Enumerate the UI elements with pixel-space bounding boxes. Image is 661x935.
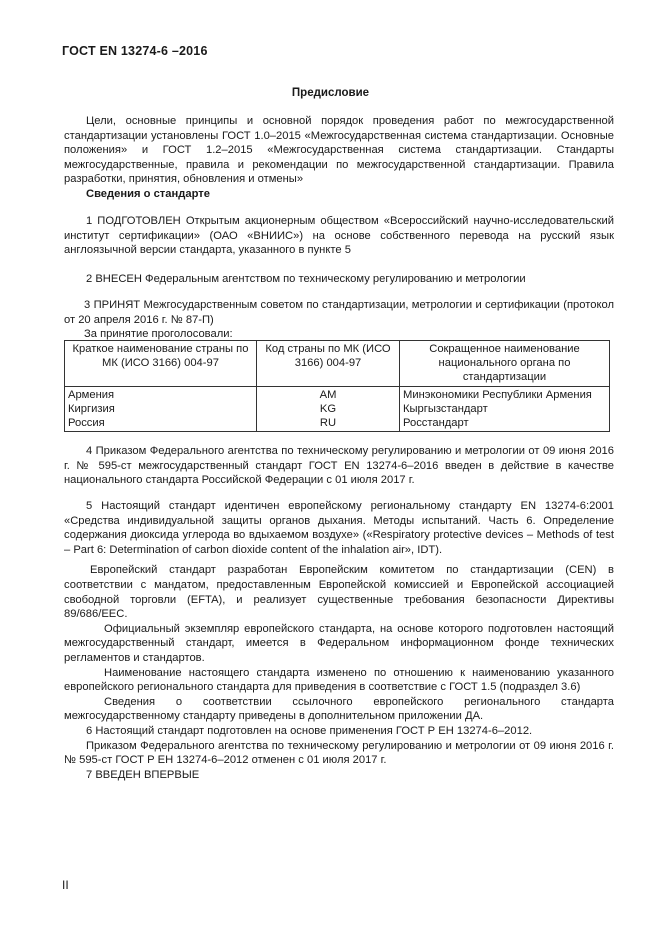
table-header-cell: Сокращенное наименование национального органа по стандартизации — [400, 341, 610, 387]
document-header: ГОСТ EN 13274-6 –2016 — [62, 44, 208, 58]
table-row — [65, 386, 610, 432]
table-cell — [257, 386, 400, 432]
item-1-paragraph: 1 ПОДГОТОВЛЕН Открытым акционерным обществом «Всероссийский научно-исследовательский институт сертификации» (ОАО «ВНИИС») на основе собственного перевода на русский язык англоязычной версии стандарта, указанного в пункте 5 — [64, 215, 614, 257]
table-cell — [400, 386, 610, 432]
item-2 — [64, 272, 614, 287]
table-cell — [65, 386, 257, 432]
item-5-name-paragraph: Наименование настоящего стандарта изменено по отношению к наименованию указанного европейского регионального стандарта для приведения в соответствие с ГОСТ 1.5 (подраздел 3.6) — [64, 666, 614, 694]
country-code: AM — [319, 388, 337, 401]
item-5-references-paragraph: Сведения о соответствии ссылочного европейского регионального стандарта межгосударственному стандарту приведены в дополнительном приложении ДА. — [64, 695, 614, 723]
table-header-cell: Краткое наименование страны по МК (ИСО 3166) 004-97 — [65, 341, 257, 387]
intro-paragraph: Цели, основные принципы и основной порядок проведения работ по межгосударственной стандартизации установлены ГОСТ 1.0–2015 «Межгосударственная система стандартизации. Основные положения» и ГОСТ 1.2–2015 «Межгосударственная система стандартизации. Стандарты межгосударственные, правила и рекомендации по межгосударственной стандартизации. Правила разработки, принятия, обновления и отмены» — [64, 115, 614, 186]
item-3 — [64, 298, 614, 342]
item-2-paragraph: 2 ВНЕСЕН Федеральным агентством по техническому регулированию и метрологии — [86, 273, 526, 285]
country-name: Россия — [68, 417, 105, 430]
item-4 — [64, 444, 614, 488]
intro-block — [64, 114, 614, 202]
standards-body: Минэкономики Республики Армения — [403, 388, 592, 401]
country-name: Армения — [68, 388, 115, 401]
page-title: Предисловие — [291, 87, 370, 99]
page-number: II — [62, 878, 69, 892]
vote-label: За принятие проголосовали: — [84, 328, 233, 341]
standards-body: Росстандарт — [403, 417, 469, 430]
item-5-official-paragraph: Официальный экземпляр европейского стандарта, на основе которого подготовлен настоящий межгосударственный стандарт, имеется в Федеральном информационном фонде технических регламентов и стандартов. — [64, 622, 614, 664]
table-header-row — [65, 341, 610, 387]
country-code: RU — [319, 417, 337, 430]
info-heading: Сведения о стандарте — [86, 187, 210, 200]
item-3-paragraph: 3 ПРИНЯТ Межгосударственным советом по стандартизации, метрологии и сертификации (протокол от 20 апреля 2016 г. № 87-П) — [64, 299, 614, 326]
item-7-paragraph: 7 ВВЕДЕН ВПЕРВЫЕ — [86, 768, 200, 781]
standards-body: Кыргызстандарт — [403, 402, 488, 415]
item-5-european-paragraph: Европейский стандарт разработан Европейским комитетом по стандартизации (CEN) в соответствии с мандатом, предоставленным Европейской комиссией и Европейской ассоциацией свободной торговли (EFTA), и реализует существенные требования безопасности Директивы 89/686/EEC. — [64, 564, 614, 621]
item-5 — [64, 499, 614, 782]
country-name: Киргизия — [68, 402, 115, 415]
table-header-cell: Код страны по МК (ИСО 3166) 004-97 — [257, 341, 400, 387]
item-6-paragraph: 6 Настоящий стандарт подготовлен на основе применения ГОСТ Р ЕН 13274-6–2012. — [86, 724, 533, 737]
country-code: KG — [319, 402, 337, 415]
item-1 — [64, 214, 614, 258]
item-4-paragraph: 4 Приказом Федерального агентства по техническому регулированию и метрологии от 09 июня 2016 г. № 595-ст межгосударственный стандарт ГОСТ EN 13274-6–2016 введен в действие в качестве национального стандарта Российской Федерации с 01 июля 2017 г. — [64, 445, 614, 487]
item-6-order-paragraph: Приказом Федерального агентства по техническому регулированию и метрологии от 09 июня 2016 г. № 595-ст ГОСТ Р ЕН 13274-6–2012 отменен с 01 июля 2017 г. — [64, 739, 614, 767]
item-5-paragraph: 5 Настоящий стандарт идентичен европейскому региональному стандарту EN 13274-6:2001 «Средства индивидуальной защиты органов дыхания. Методы испытаний. Часть 6. Определение содержания диоксида углерода во вдыхаемом воздухе» («Respiratory protective devices – Methods of test – Part 6: Determination of carbon dioxide content of the inhalation air», IDT). — [64, 500, 614, 556]
vote-table — [64, 340, 610, 432]
